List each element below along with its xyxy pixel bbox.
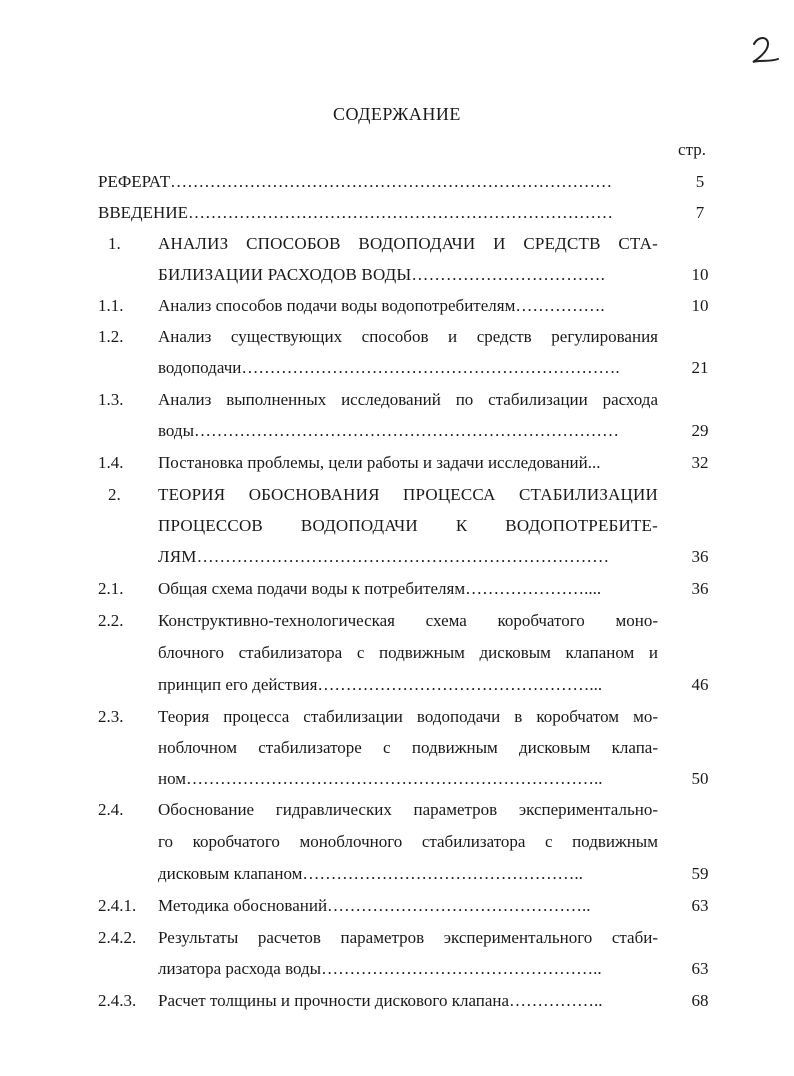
toc-page-number: 21 — [691, 358, 709, 377]
toc-entry-2-4-2-cont[interactable] — [0, 955, 794, 983]
toc-entry-2-4-1[interactable] — [0, 892, 794, 920]
toc-entry-introduction[interactable] — [0, 199, 794, 227]
toc-entry-1-4[interactable] — [0, 449, 794, 477]
toc-entry-1-2-cont[interactable] — [0, 354, 794, 382]
toc-page-number: 59 — [691, 864, 709, 883]
toc-entry-2-4-2[interactable] — [0, 924, 794, 952]
toc-entry-2-3-cont[interactable] — [0, 734, 794, 762]
toc-entry-text: ПРОЦЕССОВ ВОДОПОДАЧИ К ВОДОПОТРЕБИТЕ- — [158, 516, 658, 535]
toc-entry-text: лизатора расхода воды………………………………………….. — [158, 959, 602, 978]
toc-entry-text: Общая схема подачи воды к потребителям………………….... — [158, 579, 602, 598]
toc-entry-text: дисковым клапаном………………………………………….. — [158, 864, 583, 883]
toc-entry-text: Анализ способов подачи воды водопотребителям……………. — [158, 296, 605, 315]
toc-entry-2-3-cont2[interactable] — [0, 765, 794, 793]
toc-page-number: 68 — [691, 991, 709, 1010]
toc-entry-number: 2.3. — [98, 707, 124, 726]
toc-entry-1-2[interactable] — [0, 323, 794, 351]
toc-page-number: 5 — [695, 172, 705, 191]
toc-entry-chapter-2-cont2[interactable] — [0, 543, 794, 571]
toc-entry-text: Методика обоснований……………………………………….. — [158, 896, 591, 915]
toc-entry-text: ноблочном стабилизаторе с подвижным дисковым клапа- — [158, 738, 658, 757]
toc-entry-text: БИЛИЗАЦИИ РАСХОДОВ ВОДЫ……………………………. — [158, 265, 606, 284]
toc-entry-text: Анализ существующих способов и средств регулирования — [158, 327, 658, 346]
toc-entry-1-1[interactable] — [0, 292, 794, 320]
toc-entry-text: Расчет толщины и прочности дискового клапана…………….. — [158, 991, 603, 1010]
toc-entry-number: 1.1. — [98, 296, 124, 315]
toc-entry-2-2[interactable] — [0, 607, 794, 635]
toc-entry-number: 2.4. — [98, 800, 124, 819]
toc-entry-text: ВВЕДЕНИЕ………………………………………………………………… — [98, 203, 613, 222]
page-column-header: стр. — [678, 140, 706, 159]
toc-entry-text: Анализ выполненных исследований по стабилизации расхода — [158, 390, 658, 409]
toc-page-number: 10 — [691, 296, 709, 315]
toc-entry-1-3[interactable] — [0, 386, 794, 414]
toc-page-number: 32 — [691, 453, 709, 472]
toc-entry-number: 2.4.3. — [98, 991, 137, 1010]
toc-entry-2-4-cont2[interactable] — [0, 860, 794, 888]
toc-entry-chapter-2[interactable] — [0, 481, 794, 509]
toc-entry-text: ТЕОРИЯ ОБОСНОВАНИЯ ПРОЦЕССА СТАБИЛИЗАЦИИ — [158, 485, 658, 504]
toc-entry-number: 1.4. — [98, 453, 124, 472]
toc-entry-text: водоподачи…………………………………………………………. — [158, 358, 620, 377]
toc-entry-number: 2.2. — [98, 611, 124, 630]
toc-entry-text: Результаты расчетов параметров экспериментального стаби- — [158, 928, 658, 947]
toc-page-number: 63 — [691, 959, 709, 978]
toc-entry-number: 1. — [108, 234, 121, 253]
toc-entry-text: ном……………………………………………………………….. — [158, 769, 603, 788]
toc-page-number: 36 — [691, 579, 709, 598]
toc-entry-text: принцип его действия…………………………………………... — [158, 675, 603, 694]
toc-entry-text: го коробчатого моноблочного стабилизатора с подвижным — [158, 832, 658, 851]
toc-entry-chapter-1[interactable] — [0, 230, 794, 258]
toc-entry-2-4[interactable] — [0, 796, 794, 824]
toc-entry-number: 2.1. — [98, 579, 124, 598]
toc-entry-number: 1.2. — [98, 327, 124, 346]
toc-entry-text: Конструктивно-технологическая схема коробчатого моно- — [158, 611, 658, 630]
toc-entry-number: 2. — [108, 485, 121, 504]
toc-entry-number: 2.4.1. — [98, 896, 137, 915]
toc-entry-2-2-cont2[interactable] — [0, 671, 794, 699]
toc-entry-text: ЛЯМ……………………………………………………………… — [158, 547, 610, 566]
toc-page-number: 29 — [691, 421, 709, 440]
toc-entry-text: Постановка проблемы, цели работы и задачи исследований... — [158, 453, 601, 472]
toc-entry-text: воды………………………………………………………………… — [158, 421, 619, 440]
toc-entry-text: Обоснование гидравлических параметров экспериментально- — [158, 800, 658, 819]
toc-entry-2-2-cont[interactable] — [0, 639, 794, 667]
toc-page-number: 50 — [691, 769, 709, 788]
toc-entry-1-3-cont[interactable] — [0, 417, 794, 445]
toc-page-number: 7 — [695, 203, 705, 222]
page-title: СОДЕРЖАНИЕ — [333, 104, 461, 124]
toc-entry-2-1[interactable] — [0, 575, 794, 603]
toc-entry-text: АНАЛИЗ СПОСОБОВ ВОДОПОДАЧИ И СРЕДСТВ СТА- — [158, 234, 658, 253]
toc-entry-2-3[interactable] — [0, 703, 794, 731]
toc-entry-number: 1.3. — [98, 390, 124, 409]
toc-entry-text: блочного стабилизатора с подвижным дисковым клапаном и — [158, 643, 658, 662]
toc-entry-abstract[interactable] — [0, 168, 794, 196]
toc-entry-2-4-3[interactable] — [0, 987, 794, 1015]
toc-entry-text: Теория процесса стабилизации водоподачи в коробчатом мо- — [158, 707, 658, 726]
toc-entry-number: 2.4.2. — [98, 928, 137, 947]
toc-page-number: 36 — [691, 547, 709, 566]
toc-page-number: 63 — [691, 896, 709, 915]
toc-entry-chapter-2-cont[interactable] — [0, 512, 794, 540]
toc-page-number: 10 — [691, 265, 709, 284]
toc-entry-chapter-1-cont[interactable] — [0, 261, 794, 289]
toc-page-number: 46 — [691, 675, 709, 694]
toc-entry-text: РЕФЕРАТ…………………………………………………………………… — [98, 172, 613, 191]
toc-entry-2-4-cont[interactable] — [0, 828, 794, 856]
